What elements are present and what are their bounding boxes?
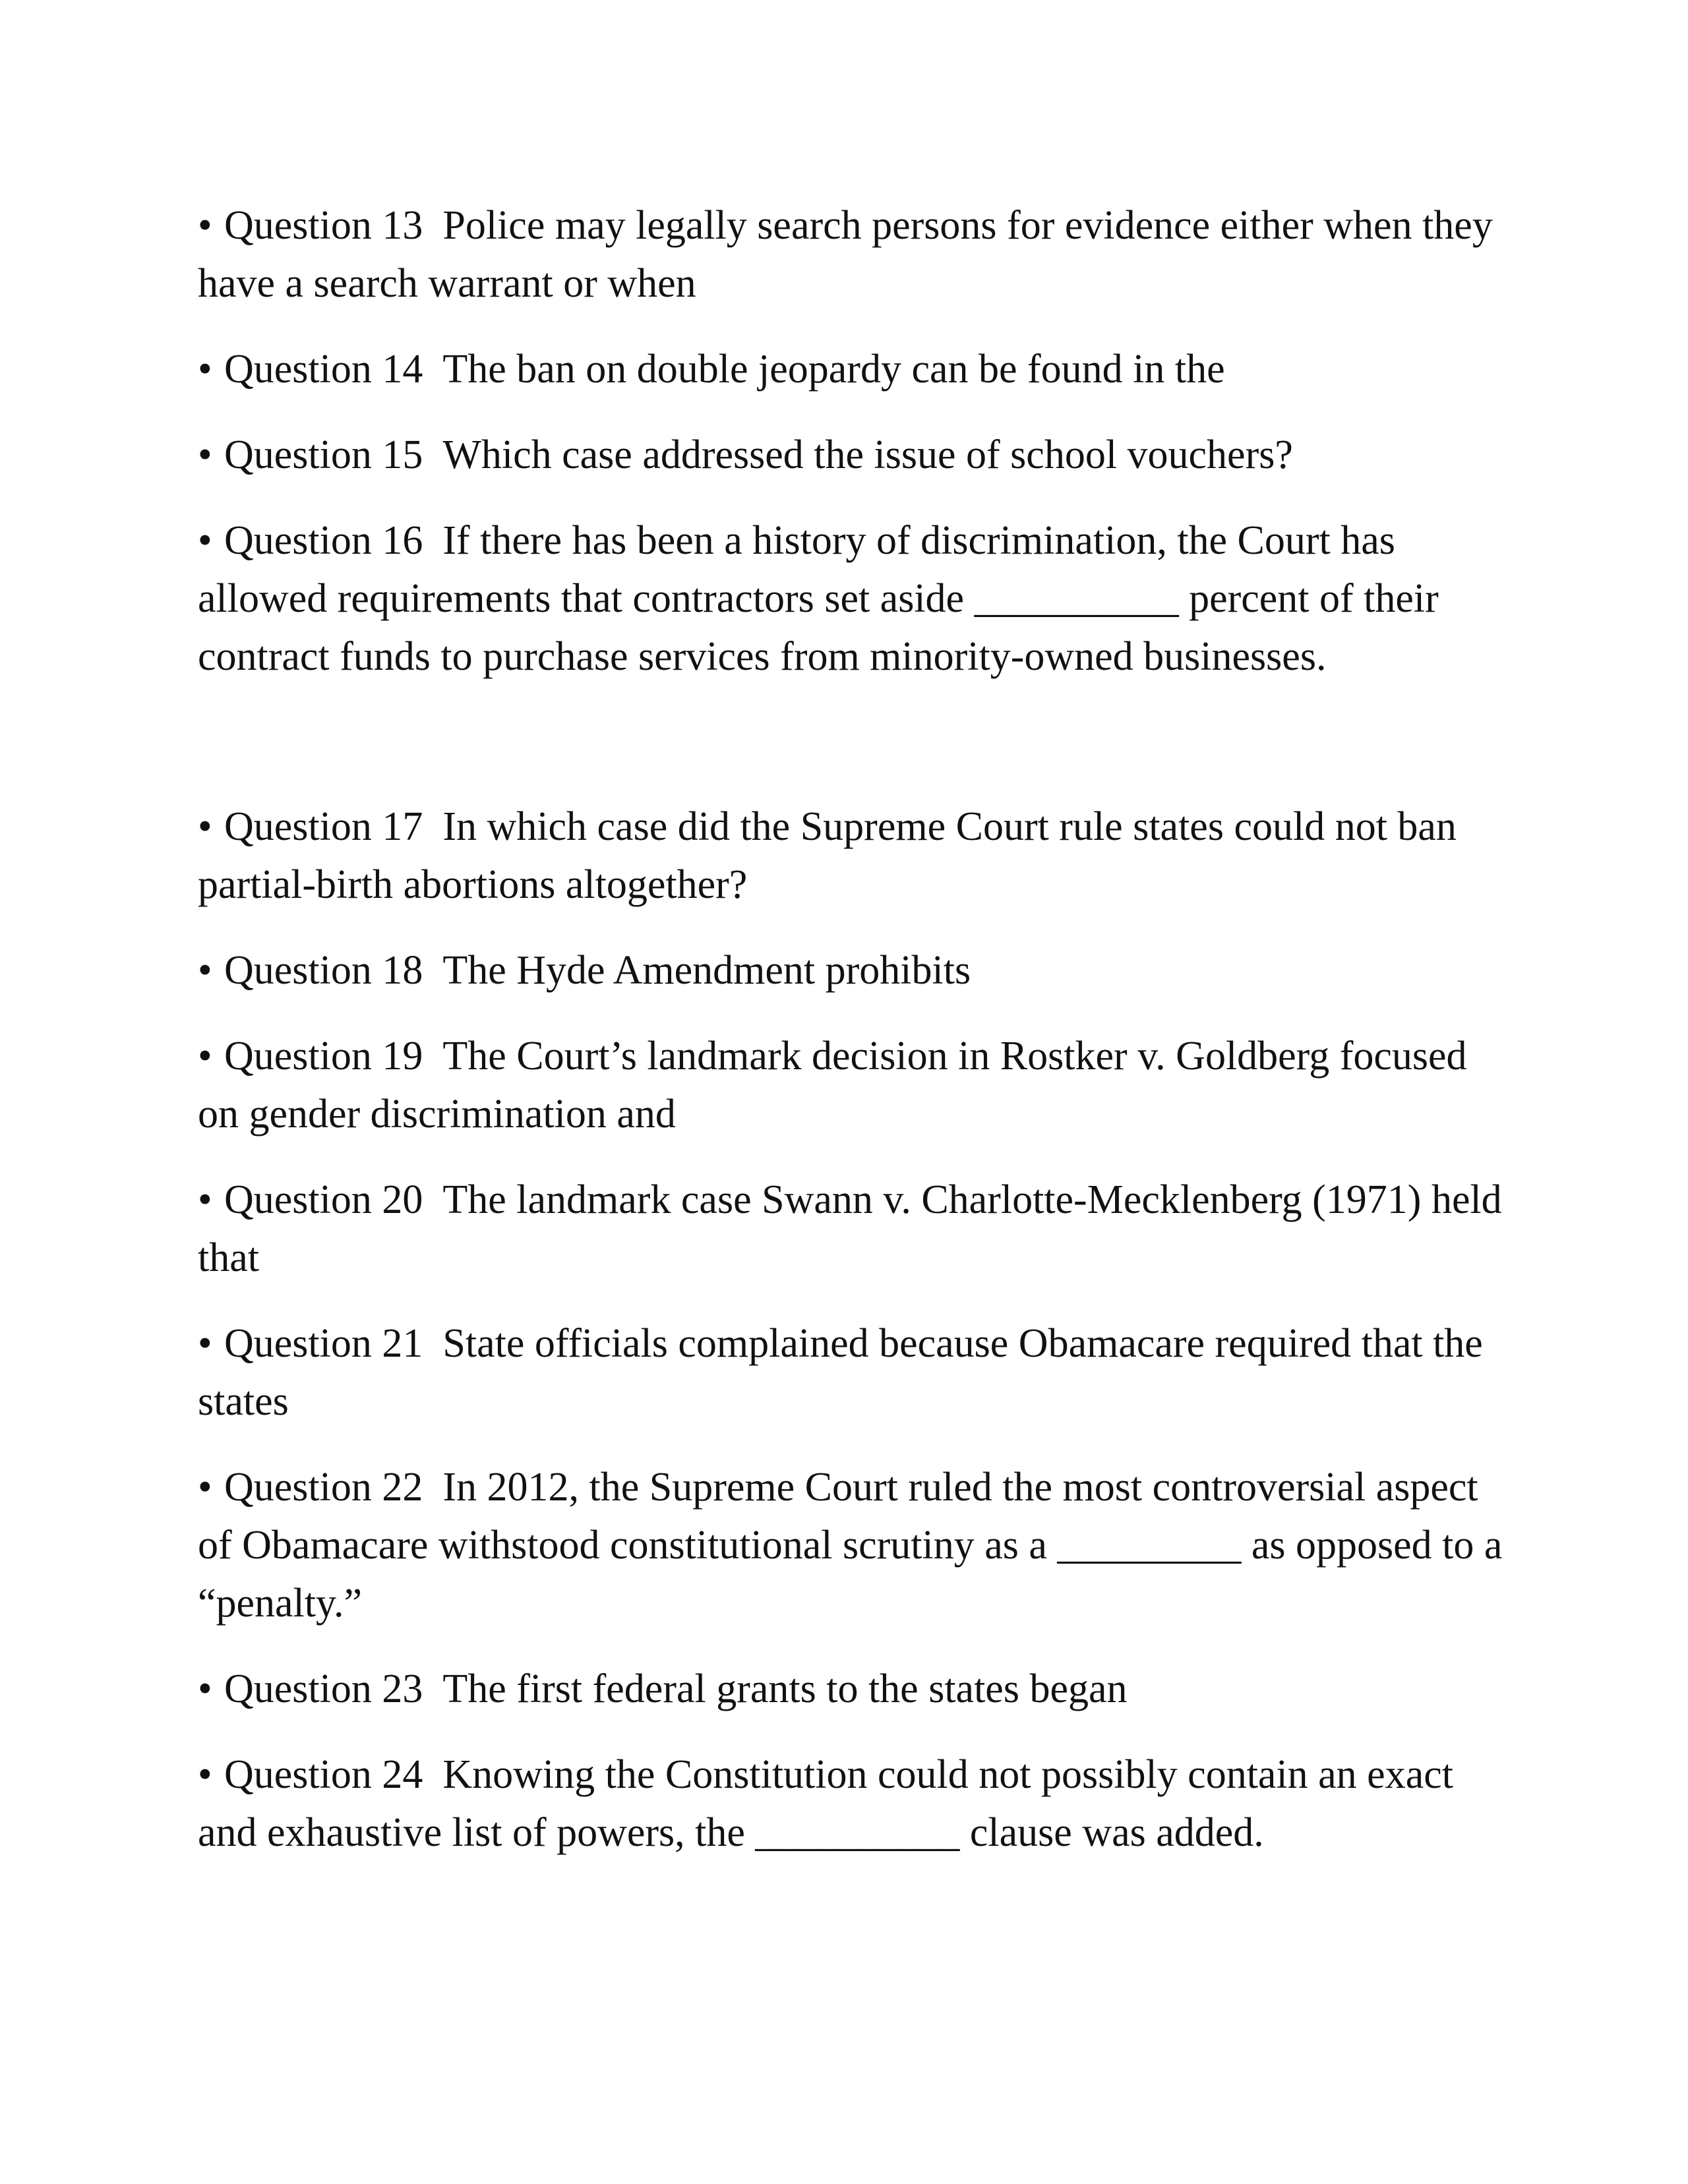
question-item-13 xyxy=(198,196,1503,312)
bullet-icon: • xyxy=(198,1667,212,1711)
question-number: Question 22 xyxy=(224,1465,423,1510)
question-text: State officials complained because Obamacare required that the states xyxy=(198,1321,1483,1424)
question-item-18 xyxy=(198,941,1503,999)
question-item-20 xyxy=(198,1171,1503,1287)
question-list xyxy=(198,196,1503,1889)
bullet-icon: • xyxy=(198,804,212,849)
question-item-24 xyxy=(198,1746,1503,1862)
question-text: If there has been a history of discrimination, the Court has allowed requirements that contractors set aside __________ percent of their contract funds to purchase services from minority-owned businesses. xyxy=(198,518,1439,679)
question-number: Question 21 xyxy=(224,1321,423,1366)
bullet-icon: • xyxy=(198,1177,212,1222)
bullet-icon: • xyxy=(198,948,212,993)
question-number: Question 20 xyxy=(224,1177,423,1222)
question-number: Question 15 xyxy=(224,432,423,477)
question-text: Police may legally search persons for evidence either when they have a search warrant or when xyxy=(198,203,1493,306)
question-text: Which case addressed the issue of school vouchers? xyxy=(442,432,1293,477)
bullet-icon: • xyxy=(198,1034,212,1078)
question-text: The ban on double jeopardy can be found in the xyxy=(442,347,1225,392)
question-text: In 2012, the Supreme Court ruled the most controversial aspect of Obamacare withstood constitutional scrutiny as a _________ as opposed to a “penalty.” xyxy=(198,1465,1503,1626)
question-item-19 xyxy=(198,1027,1503,1143)
question-number: Question 14 xyxy=(224,347,423,392)
bullet-icon: • xyxy=(198,1321,212,1366)
question-text: The Court’s landmark decision in Rostker v. Goldberg focused on gender discrimination and xyxy=(198,1034,1467,1136)
question-text: The first federal grants to the states began xyxy=(442,1667,1128,1711)
bullet-icon: • xyxy=(198,203,212,248)
bullet-icon: • xyxy=(198,518,212,563)
bullet-icon: • xyxy=(198,1465,212,1510)
question-item-14 xyxy=(198,340,1503,398)
question-item-15 xyxy=(198,426,1503,484)
question-number: Question 16 xyxy=(224,518,423,563)
question-number: Question 23 xyxy=(224,1667,423,1711)
question-number: Question 18 xyxy=(224,948,423,993)
question-item-17 xyxy=(198,798,1503,914)
question-number: Question 13 xyxy=(224,203,423,248)
question-number: Question 19 xyxy=(224,1034,423,1078)
question-text: In which case did the Supreme Court rule states could not ban partial-birth abortions altogether? xyxy=(198,804,1457,907)
question-text: Knowing the Constitution could not possibly contain an exact and exhaustive list of powers, the __________ clause was added. xyxy=(198,1752,1453,1855)
question-text: The Hyde Amendment prohibits xyxy=(442,948,971,993)
question-item-16 xyxy=(198,512,1503,686)
question-number: Question 17 xyxy=(224,804,423,849)
question-item-23 xyxy=(198,1660,1503,1718)
bullet-icon: • xyxy=(198,347,212,392)
question-text: The landmark case Swann v. Charlotte-Mecklenberg (1971) held that xyxy=(198,1177,1502,1280)
bullet-icon: • xyxy=(198,432,212,477)
bullet-icon: • xyxy=(198,1752,212,1797)
question-item-22 xyxy=(198,1458,1503,1632)
question-number: Question 24 xyxy=(224,1752,423,1797)
question-item-21 xyxy=(198,1314,1503,1431)
